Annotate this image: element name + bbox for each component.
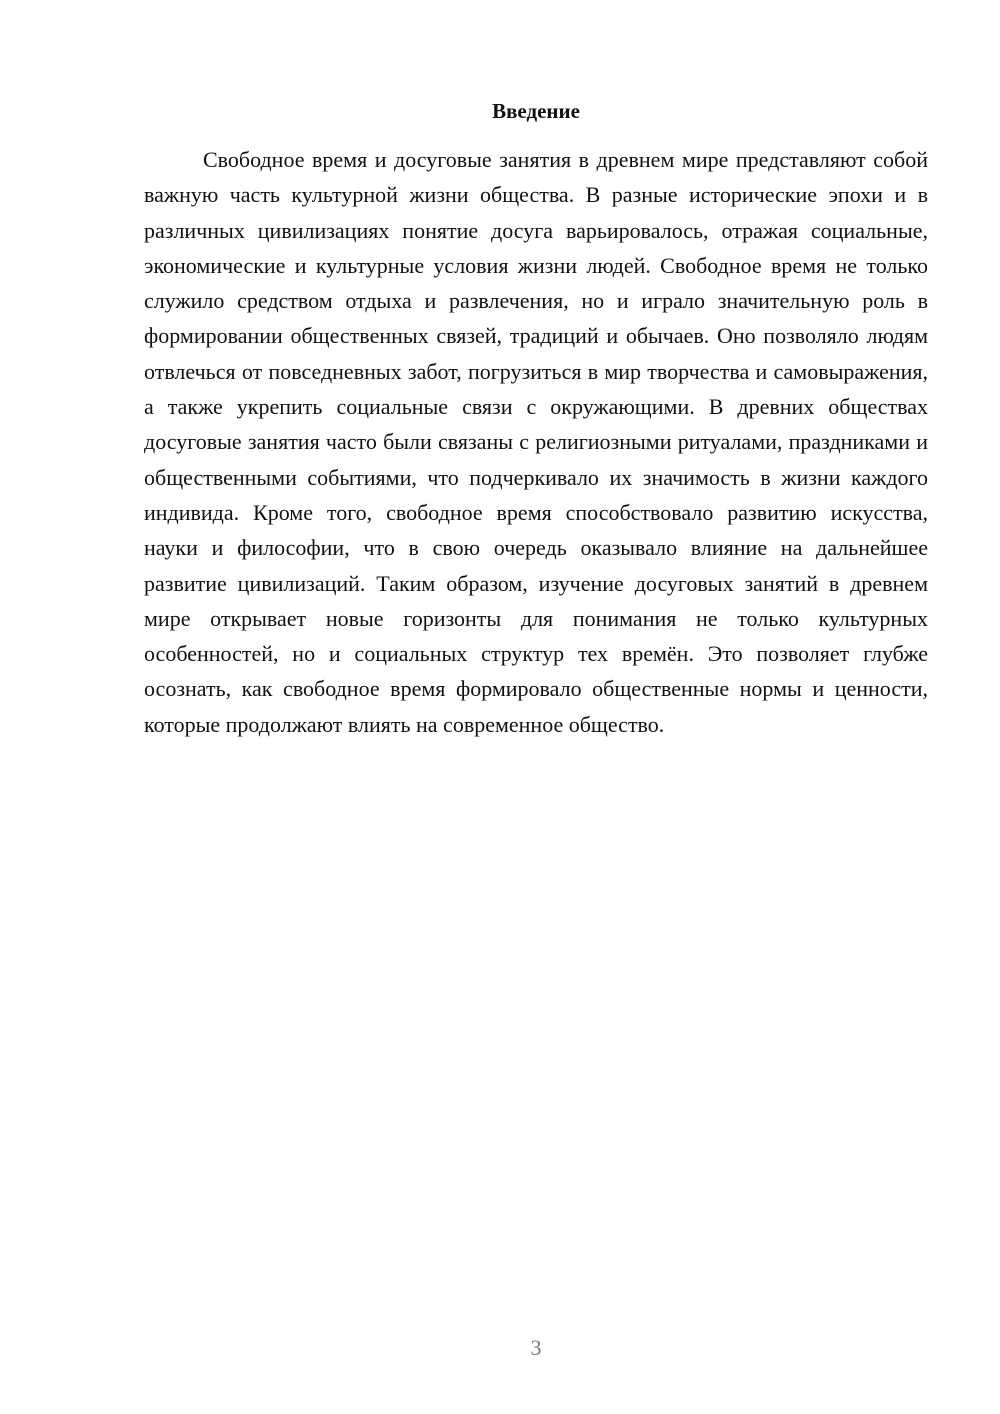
page-number: 3 [530,1335,542,1360]
section-heading: Введение [492,99,580,123]
body-paragraph: Свободное время и досуговые занятия в древнем мире представляют собой важную часть культурной жизни общества. В разные исторические эпохи и в различных цивилизациях понятие досуга варьировалось, отражая социальные, экономические и культурные условия жизни людей. Свободное время не только служило средством отдыха и развлечения, но и играло значительную роль в формировании общественных связей, традиций и обычаев. Оно позволяло людям отвлечься от повседневных забот, погрузиться в мир творчества и самовыражения, а также укрепить социальные связи с окружающими. В древних обществах досуговые занятия часто были связаны с религиозными ритуалами, праздниками и общественными событиями, что подчеркивало их значимость в жизни каждого индивида. Кроме того, свободное время способствовало развитию искусства, науки и философии, что в свою очередь оказывало влияние на дальнейшее развитие цивилизаций. Таким образом, изучение досуговых занятий в древнем мире открывает новые горизонты для понимания не только культурных особенностей, но и социальных структур тех времён. Это позволяет глубже осознать, как свободное время формировало общественные нормы и ценности, которые продолжают влиять на современное общество. [144,147,928,737]
